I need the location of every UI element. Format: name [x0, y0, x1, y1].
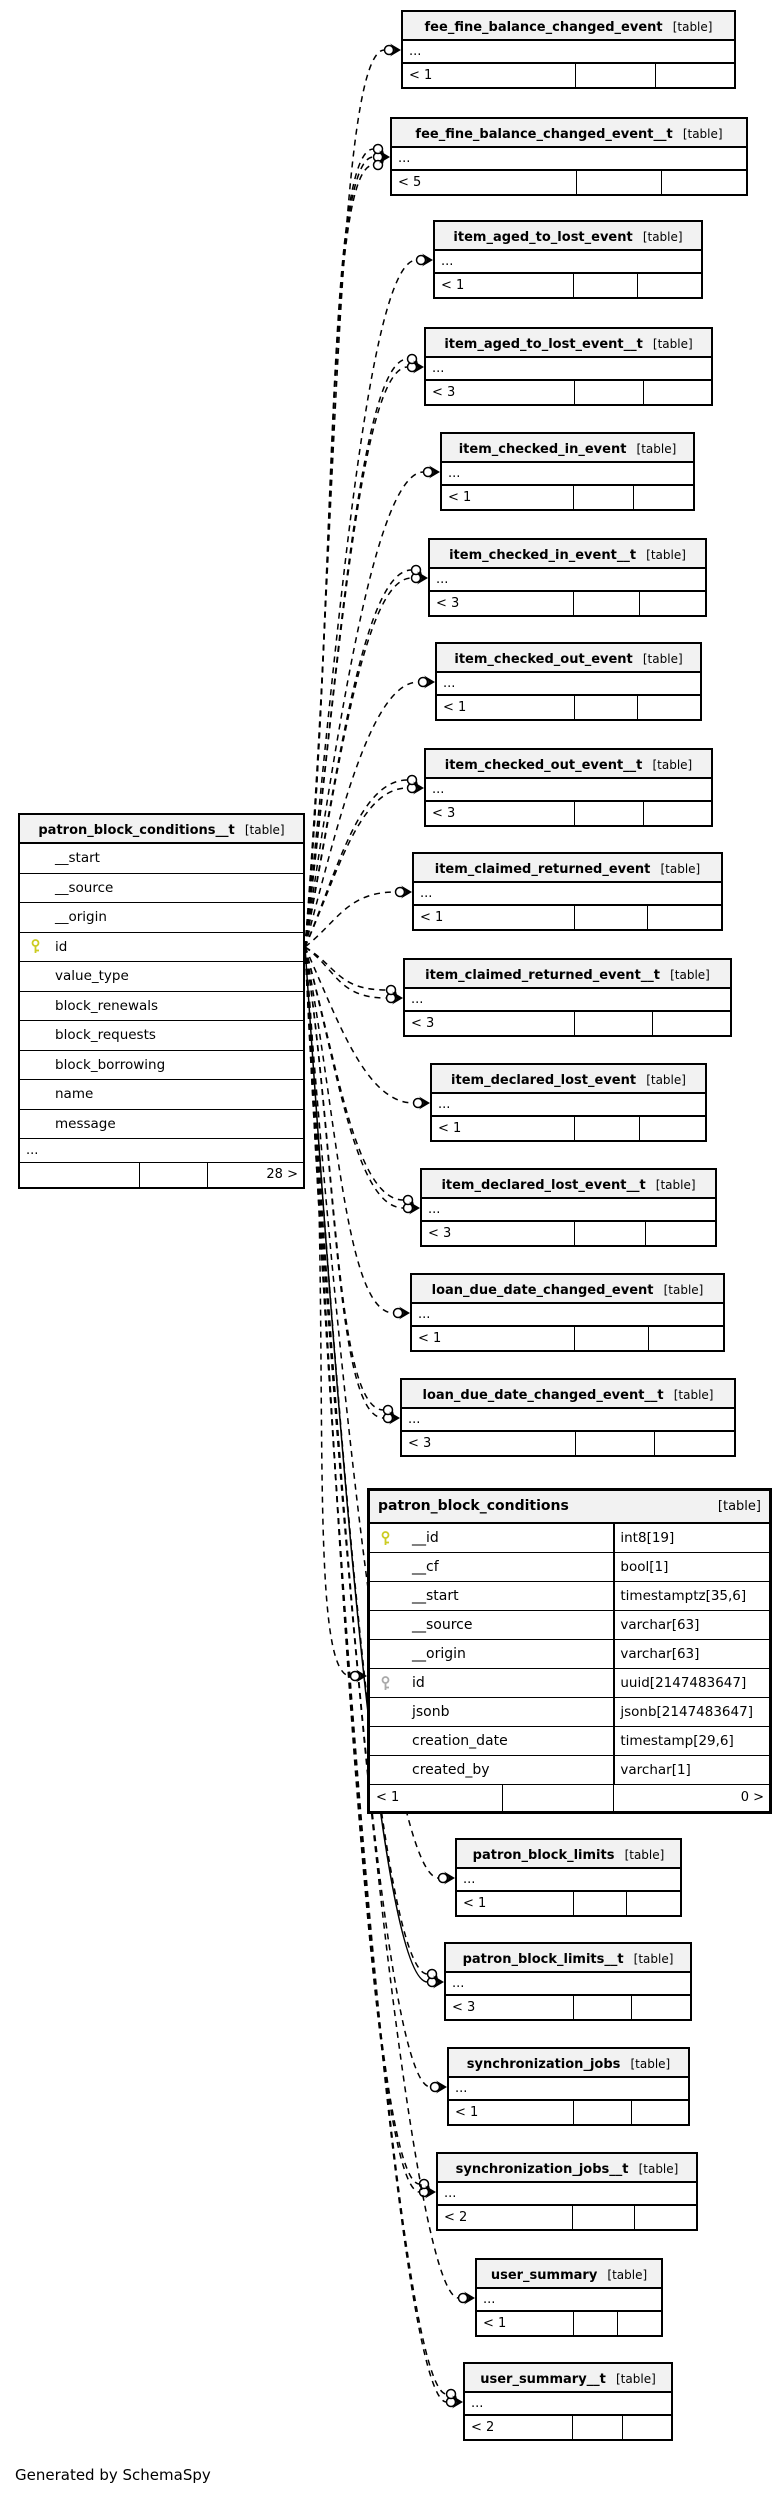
ellipsis-text: ... [420, 886, 433, 901]
table-ellipsis-row [465, 2393, 671, 2416]
table-footer [446, 1996, 690, 2019]
table-footer [437, 696, 700, 719]
table-ellipsis-row [402, 1409, 734, 1432]
footer-cell [633, 486, 693, 509]
field-name: __origin [55, 909, 107, 925]
table-name: fee_fine_balance_changed_event__t [415, 127, 673, 142]
footer-cell [574, 1222, 644, 1245]
ellipsis-text: ... [441, 254, 454, 269]
footer-cell [637, 274, 701, 297]
table-fee_fine_balance_changed_event__t [390, 117, 748, 196]
footer-cell [573, 486, 633, 509]
field-name: block_requests [55, 1027, 156, 1043]
field-name: __source [55, 879, 114, 896]
column-name: __cf [412, 1559, 439, 1575]
table-footer [402, 1432, 734, 1455]
field-row [20, 1021, 303, 1051]
footer-cell [617, 2312, 661, 2335]
table-footer [426, 802, 711, 825]
table-name: synchronization_jobs__t [455, 2162, 629, 2177]
table-header[interactable] [426, 750, 711, 779]
column-name-cell [370, 1669, 613, 1697]
table-name: item_aged_to_lost_event__t [444, 337, 643, 352]
generated-by-label: Generated by SchemaSpy [15, 2466, 211, 2484]
table-footer [449, 2101, 688, 2124]
table-patron_block_conditions [367, 1488, 772, 1814]
table-ellipsis-row [430, 569, 705, 592]
footer-children-count: < 1 [409, 68, 433, 83]
column-row-primary-key [370, 1524, 769, 1553]
table-tag: [table] [717, 1499, 761, 1514]
column-name-cell [370, 1640, 613, 1668]
table-ellipsis-row [412, 1304, 723, 1327]
footer-cell [634, 2206, 696, 2229]
footer-children-count: < 1 [448, 490, 472, 505]
table-name: patron_block_conditions__t [38, 823, 235, 838]
table-tag: [table] [638, 2162, 679, 2176]
table-user_summary__t [463, 2362, 673, 2441]
table-tag: [table] [616, 2372, 656, 2386]
table-footer [442, 486, 693, 509]
field-name: id [55, 938, 68, 955]
table-tag: [table] [660, 862, 701, 876]
table-name: patron_block_conditions [378, 1498, 569, 1514]
table-header[interactable] [430, 540, 705, 569]
footer-cell [639, 1117, 705, 1140]
table-item_declared_lost_event [430, 1063, 707, 1142]
ellipsis-text: ... [26, 1143, 39, 1158]
column-type: int8[19] [613, 1524, 769, 1552]
table-tag: [table] [630, 2057, 671, 2071]
table-tag: [table] [642, 652, 683, 666]
column-row [370, 1727, 769, 1756]
column-name-cell [370, 1611, 613, 1639]
column-row [370, 1611, 769, 1640]
unique-key-icon [380, 1676, 391, 1691]
table-tag: [table] [624, 1848, 665, 1862]
table-header[interactable] [370, 1491, 769, 1524]
table-item_claimed_returned_event__t [403, 958, 732, 1037]
ellipsis-text: ... [483, 2292, 496, 2307]
table-ellipsis-row [432, 1094, 705, 1117]
table-tag: [table] [673, 1388, 714, 1402]
footer-cell [645, 1222, 715, 1245]
footer-children-count: < 1 [463, 1896, 487, 1911]
footer-cell [576, 171, 661, 194]
footer-children-count: < 3 [432, 385, 456, 400]
footer-cell [574, 1012, 652, 1035]
footer-cell [622, 2416, 671, 2439]
table-footer [20, 1163, 303, 1187]
table-ellipsis-row [414, 883, 721, 906]
table-header[interactable] [438, 2154, 696, 2183]
table-footer [430, 592, 705, 615]
table-ellipsis-row [477, 2289, 661, 2312]
field-name: block_renewals [55, 997, 159, 1014]
footer-children-count: < 3 [428, 1226, 452, 1241]
ellipsis-text: ... [408, 1412, 421, 1427]
ellipsis-text: ... [455, 2081, 468, 2096]
table-name: item_aged_to_lost_event [453, 230, 633, 245]
table-tag: [table] [633, 1952, 674, 1966]
table-item_checked_in_event__t [428, 538, 707, 617]
column-name: jsonb [412, 1704, 450, 1720]
table-footer [414, 906, 721, 929]
column-name: created_by [412, 1762, 490, 1778]
column-name-cell [370, 1698, 613, 1726]
table-footer [412, 1327, 723, 1350]
footer-cell [573, 2101, 630, 2124]
ellipsis-text: ... [436, 572, 449, 587]
column-type: timestamp[29,6] [613, 1727, 769, 1755]
table-name: item_claimed_returned_event__t [425, 968, 660, 983]
column-name: __origin [412, 1646, 466, 1662]
table-name: item_claimed_returned_event [434, 862, 651, 877]
table-ellipsis-row [392, 148, 746, 171]
ellipsis-text: ... [448, 466, 461, 481]
table-synchronization_jobs__t [436, 2152, 698, 2231]
table-footer [457, 1892, 680, 1915]
column-type: bool[1] [613, 1553, 769, 1581]
table-name: loan_due_date_changed_event__t [422, 1388, 664, 1403]
table-tag: [table] [642, 230, 683, 244]
footer-relation-count: 28 > [207, 1163, 303, 1187]
footer-cell [661, 171, 746, 194]
table-footer [422, 1222, 715, 1245]
footer-children-count: < 1 [455, 2105, 479, 2120]
table-item_declared_lost_event__t [420, 1168, 717, 1247]
footer-cell [575, 1432, 655, 1455]
table-patron_block_limits [455, 1838, 682, 1917]
field-row [20, 1080, 303, 1110]
table-name: synchronization_jobs [466, 2057, 621, 2072]
ellipsis-text: ... [398, 151, 411, 166]
field-name: name [55, 1086, 94, 1102]
ellipsis-text: ... [452, 1976, 465, 1991]
table-header[interactable] [477, 2260, 661, 2289]
table-ellipsis-row [446, 1973, 690, 1996]
column-type: uuid[2147483647] [613, 1669, 769, 1697]
table-header[interactable] [412, 1275, 723, 1304]
footer-cell [574, 696, 637, 719]
table-header[interactable] [442, 434, 693, 463]
field-row [20, 874, 303, 904]
table-tag: [table] [652, 758, 693, 772]
table-tag: [table] [607, 2268, 648, 2282]
table-loan_due_date_changed_event [410, 1273, 725, 1352]
table-header[interactable] [403, 12, 734, 41]
table-header[interactable] [457, 1840, 680, 1869]
footer-cell [573, 274, 637, 297]
table-header[interactable] [465, 2364, 671, 2393]
column-row [370, 1553, 769, 1582]
footer-children-count: < 3 [436, 596, 460, 611]
table-ellipsis-row [403, 41, 734, 64]
footer-cell [573, 592, 639, 615]
field-row [20, 1051, 303, 1081]
footer-cell [574, 381, 642, 404]
table-name: item_checked_in_event [458, 442, 627, 457]
column-type: timestamptz[35,6] [613, 1582, 769, 1610]
table-ellipsis-row [422, 1199, 715, 1222]
footer-cell [643, 802, 711, 825]
column-name: __source [412, 1617, 473, 1633]
table-header[interactable] [437, 644, 700, 673]
table-tag: [table] [672, 20, 713, 34]
table-ellipsis-row [20, 1139, 303, 1163]
table-header[interactable] [449, 2049, 688, 2078]
column-name-cell [370, 1756, 613, 1784]
table-header[interactable] [426, 329, 711, 358]
column-name-cell [370, 1524, 613, 1552]
primary-key-icon [380, 1531, 391, 1546]
table-name: patron_block_limits__t [462, 1952, 624, 1967]
table-patron_block_limits__t [444, 1942, 692, 2021]
table-footer [370, 1784, 769, 1811]
column-name-cell [370, 1727, 613, 1755]
footer-cell [572, 2206, 634, 2229]
ellipsis-text: ... [432, 361, 445, 376]
ellipsis-text: ... [428, 1202, 441, 1217]
table-name: fee_fine_balance_changed_event [424, 20, 663, 35]
table-user_summary [475, 2258, 663, 2337]
footer-cell [139, 1163, 207, 1187]
table-header[interactable] [446, 1944, 690, 1973]
field-row [20, 992, 303, 1022]
table-ellipsis-row [426, 358, 711, 381]
table-footer [465, 2416, 671, 2439]
column-name-cell [370, 1582, 613, 1610]
column-row-unique-key [370, 1669, 769, 1698]
table-header[interactable] [405, 960, 730, 989]
table-loan_due_date_changed_event__t [400, 1378, 736, 1457]
footer-children-count: < 5 [398, 175, 422, 190]
table-ellipsis-row [457, 1869, 680, 1892]
field-row [20, 903, 303, 933]
table-patron_block_conditions__t [18, 813, 305, 1189]
table-footer [405, 1012, 730, 1035]
footer-cell [574, 1117, 640, 1140]
table-header[interactable] [402, 1380, 734, 1409]
table-item_checked_out_event__t [424, 748, 713, 827]
table-footer [432, 1117, 705, 1140]
footer-children-count: < 3 [452, 2000, 476, 2015]
table-footer [426, 381, 711, 404]
field-name: __start [55, 850, 100, 866]
table-header[interactable] [20, 815, 303, 844]
column-name: creation_date [412, 1733, 508, 1749]
ellipsis-text: ... [409, 44, 422, 59]
table-name: user_summary [490, 2268, 598, 2283]
table-tag: [table] [655, 1178, 696, 1192]
footer-children-count: < 2 [471, 2420, 495, 2435]
column-row [370, 1756, 769, 1784]
footer-cell [655, 64, 734, 87]
table-ellipsis-row [437, 673, 700, 696]
footer-children-count: < 3 [411, 1016, 435, 1031]
table-tag: [table] [652, 337, 693, 351]
primary-key-icon [30, 939, 41, 954]
table-tag: [table] [663, 1283, 704, 1297]
table-item_aged_to_lost_event [433, 220, 703, 299]
footer-cell [648, 1327, 723, 1350]
table-footer [477, 2312, 661, 2335]
table-ellipsis-row [449, 2078, 688, 2101]
table-ellipsis-row [426, 779, 711, 802]
footer-cell [647, 906, 721, 929]
footer-children-count: < 1 [376, 1790, 400, 1805]
footer-cell [573, 2312, 617, 2335]
table-tag: [table] [670, 968, 710, 982]
field-name: message [55, 1115, 116, 1132]
footer-cell [502, 1785, 614, 1811]
ellipsis-text: ... [471, 2396, 484, 2411]
ellipsis-text: ... [411, 992, 424, 1007]
ellipsis-text: ... [438, 1097, 451, 1112]
table-name: user_summary__t [480, 2372, 606, 2387]
ellipsis-text: ... [444, 2186, 457, 2201]
table-ellipsis-row [438, 2183, 696, 2206]
table-name: patron_block_limits [472, 1848, 615, 1863]
table-fee_fine_balance_changed_event [401, 10, 736, 89]
footer-children-count: < 1 [420, 910, 444, 925]
table-item_claimed_returned_event [412, 852, 723, 931]
footer-children-count: < 3 [408, 1436, 432, 1451]
table-ellipsis-row [442, 463, 693, 486]
footer-children-count: < 1 [443, 700, 467, 715]
table-item_aged_to_lost_event__t [424, 327, 713, 406]
footer-children-count: < 1 [418, 1331, 442, 1346]
table-footer [435, 274, 701, 297]
footer-cell [652, 1012, 730, 1035]
footer-cell [654, 1432, 734, 1455]
table-header[interactable] [414, 854, 721, 883]
table-item_checked_in_event [440, 432, 695, 511]
footer-children-count: < 1 [441, 278, 465, 293]
column-type: varchar[63] [613, 1611, 769, 1639]
table-tag: [table] [244, 823, 285, 837]
footer-cell [574, 1327, 649, 1350]
footer-children-count: < 3 [432, 806, 456, 821]
table-name: loan_due_date_changed_event [431, 1283, 654, 1298]
table-ellipsis-row [435, 251, 701, 274]
footer-cell [637, 696, 700, 719]
table-item_checked_out_event [435, 642, 702, 721]
table-name: item_checked_out_event__t [444, 758, 643, 773]
table-header[interactable] [392, 119, 746, 148]
table-header[interactable] [432, 1065, 705, 1094]
footer-cell [573, 1996, 632, 2019]
table-ellipsis-row [405, 989, 730, 1012]
column-row [370, 1582, 769, 1611]
field-row-primary-key [20, 933, 303, 963]
field-name: block_borrowing [55, 1056, 166, 1073]
table-tag: [table] [646, 548, 686, 562]
footer-children-count: < 1 [438, 1121, 462, 1136]
table-tag: [table] [636, 442, 677, 456]
table-header[interactable] [435, 222, 701, 251]
field-row [20, 1110, 303, 1140]
table-footer [392, 171, 746, 194]
column-row [370, 1698, 769, 1727]
table-tag: [table] [646, 1073, 686, 1087]
footer-cell [626, 1892, 680, 1915]
ellipsis-text: ... [418, 1307, 431, 1322]
table-name: item_checked_out_event [454, 652, 633, 667]
column-type: varchar[63] [613, 1640, 769, 1668]
column-name-cell [370, 1553, 613, 1581]
column-name: __id [412, 1530, 439, 1546]
column-name: __start [412, 1588, 459, 1604]
table-synchronization_jobs [447, 2047, 690, 2126]
footer-children-count: < 2 [444, 2210, 468, 2225]
footer-cell [572, 2416, 621, 2439]
table-footer [438, 2206, 696, 2229]
column-type: varchar[1] [613, 1756, 769, 1784]
footer-cell [639, 592, 705, 615]
footer-cell [631, 1996, 690, 2019]
table-footer [403, 64, 734, 87]
footer-cell [574, 802, 642, 825]
footer-cell [574, 906, 648, 929]
footer-parents-count: 0 > [613, 1785, 769, 1811]
table-header[interactable] [422, 1170, 715, 1199]
table-name: item_checked_in_event__t [449, 548, 637, 563]
field-row [20, 962, 303, 992]
column-row [370, 1640, 769, 1669]
footer-cell [643, 381, 711, 404]
field-name: value_type [55, 968, 129, 984]
ellipsis-text: ... [432, 782, 445, 797]
footer-children-count: < 1 [483, 2316, 507, 2331]
footer-cell [631, 2101, 688, 2124]
ellipsis-text: ... [443, 676, 456, 691]
footer-cell [575, 64, 654, 87]
footer-cell [573, 1892, 627, 1915]
table-tag: [table] [682, 127, 723, 141]
field-row [20, 844, 303, 874]
footer-cell [20, 1163, 139, 1187]
ellipsis-text: ... [463, 1872, 476, 1887]
table-name: item_declared_lost_event [451, 1073, 637, 1088]
column-type: jsonb[2147483647] [613, 1698, 769, 1726]
table-name: item_declared_lost_event__t [441, 1178, 646, 1193]
column-name: id [412, 1675, 425, 1691]
